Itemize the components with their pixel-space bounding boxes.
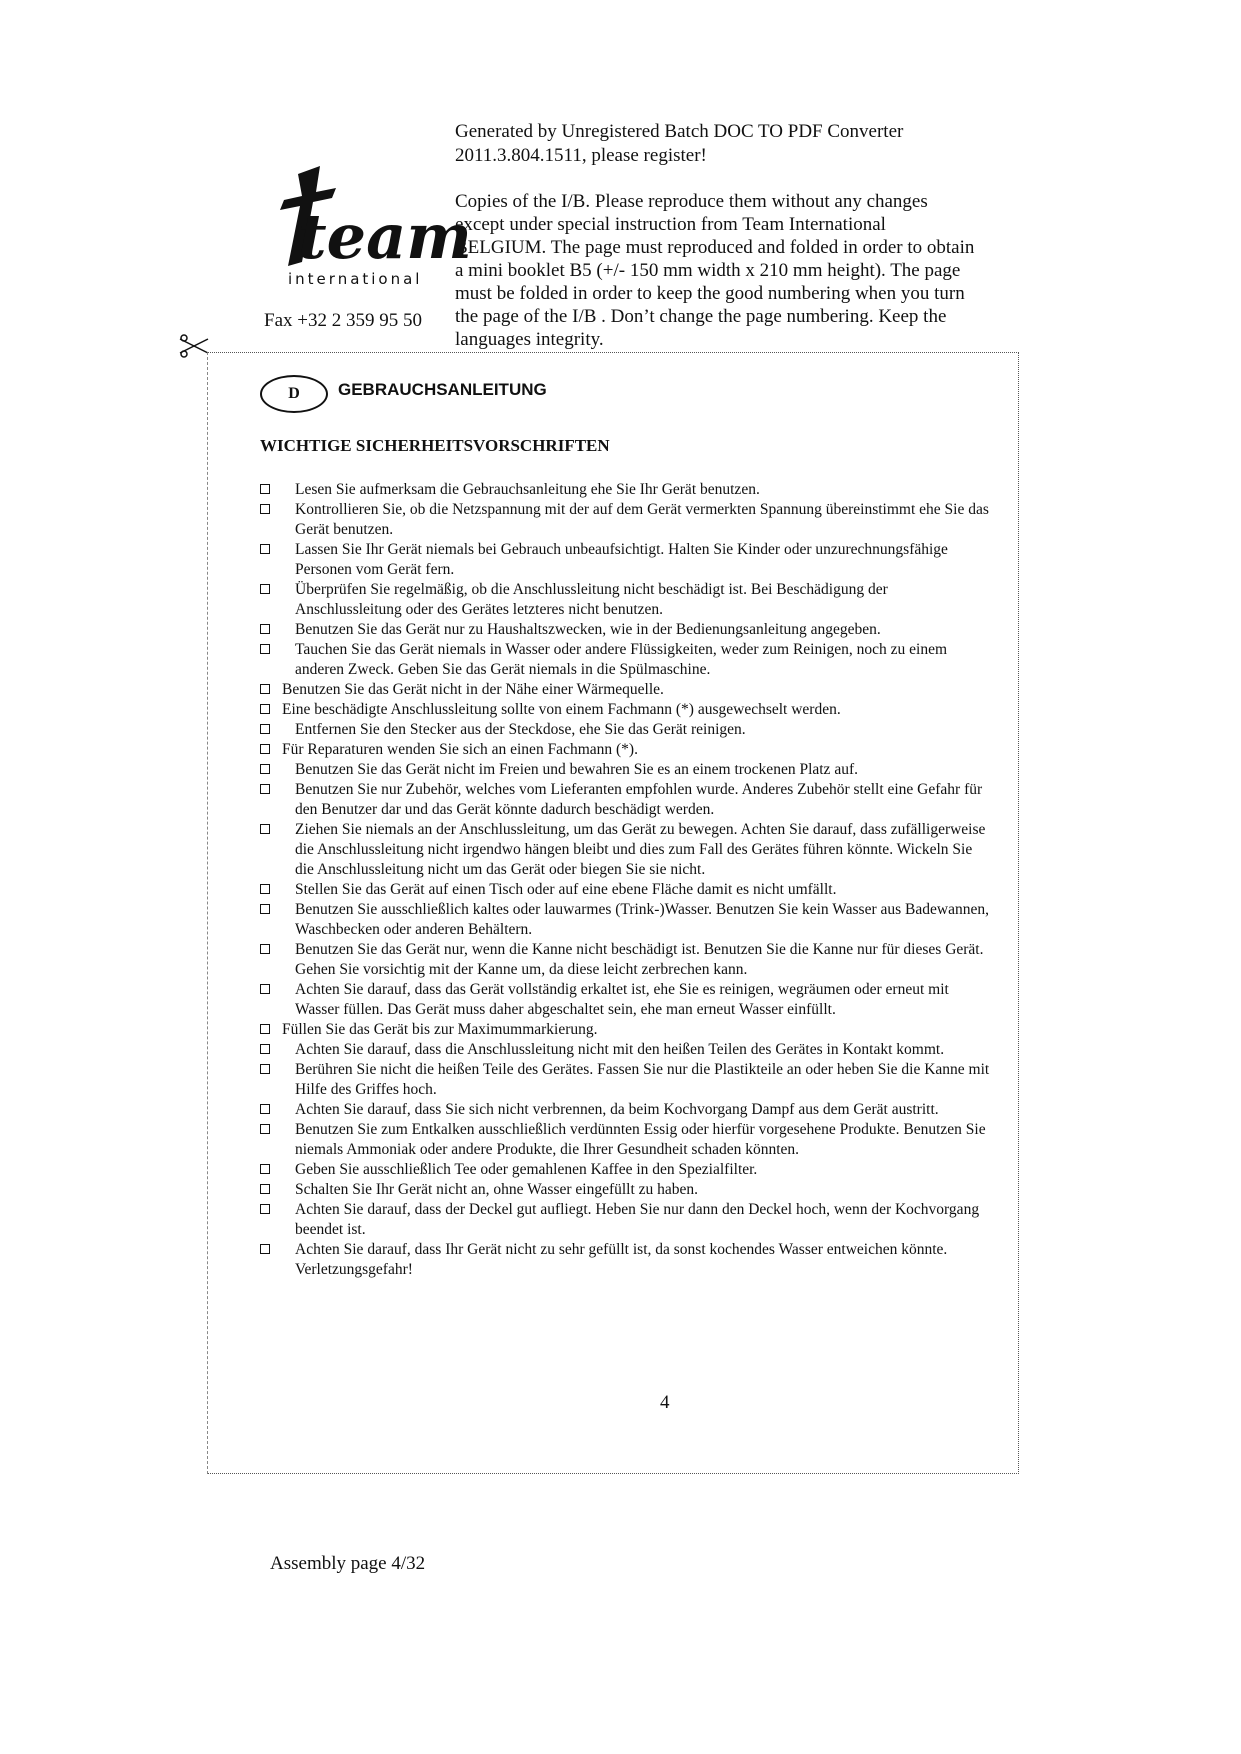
list-item: Berühren Sie nicht die heißen Teile des Gerätes. Fassen Sie nur die Plastikteile an oder heben Sie die Kanne mit Hilfe des Griffes hoch. <box>260 1060 990 1100</box>
checkbox-icon <box>260 1044 270 1054</box>
list-item: Benutzen Sie das Gerät nicht in der Nähe einer Wärmequelle. <box>260 680 990 700</box>
list-item: Achten Sie darauf, dass der Deckel gut aufliegt. Heben Sie nur dann den Deckel hoch, wenn der Kochvorgang beendet ist. <box>260 1200 990 1240</box>
checkbox-icon <box>260 1104 270 1114</box>
checkbox-icon <box>260 704 270 714</box>
list-item: Achten Sie darauf, dass Ihr Gerät nicht zu sehr gefüllt ist, da sonst kochendes Wasser entweichen könnte. Verletzungsgefahr! <box>260 1240 990 1280</box>
checkbox-icon <box>260 544 270 554</box>
list-item: Tauchen Sie das Gerät niemals in Wasser oder andere Flüssigkeiten, weder zum Reinigen, noch zu einem anderen Zweck. Geben Sie das Gerät niemals in die Spülmaschine. <box>260 640 990 680</box>
list-item: Überprüfen Sie regelmäßig, ob die Anschlussleitung nicht beschädigt ist. Bei Beschädigung der Anschlussleitung oder des Gerätes letzteres nicht benutzen. <box>260 580 990 620</box>
list-item: Achten Sie darauf, dass Sie sich nicht verbrennen, da beim Kochvorgang Dampf aus dem Gerät austritt. <box>260 1100 990 1120</box>
safety-instructions-list <box>260 480 990 1280</box>
checkbox-icon <box>260 744 270 754</box>
checkbox-icon <box>260 984 270 994</box>
list-item: Eine beschädigte Anschlussleitung sollte von einem Fachmann (*) ausgewechselt werden. <box>260 700 990 720</box>
checkbox-icon <box>260 1184 270 1194</box>
section-title: GEBRAUCHSANLEITUNG <box>338 380 547 399</box>
checkbox-icon <box>260 1204 270 1214</box>
list-item: Für Reparaturen wenden Sie sich an einen Fachmann (*). <box>260 740 990 760</box>
scissors-icon <box>178 333 210 359</box>
logo-subword: international <box>288 270 423 288</box>
checkbox-icon <box>260 624 270 634</box>
list-item: Achten Sie darauf, dass das Gerät vollständig erkaltet ist, ehe Sie es reinigen, wegräumen oder erneut mit Wasser füllen. Das Gerät muss daher abgeschaltet sein, ehe man erneut Wasser einfüllt. <box>260 980 990 1020</box>
checkbox-icon <box>260 684 270 694</box>
list-item: Lesen Sie aufmerksam die Gebrauchsanleitung ehe Sie Ihr Gerät benutzen. <box>260 480 990 500</box>
logo-word: team <box>298 200 472 273</box>
language-badge: D <box>260 375 328 413</box>
list-item: Benutzen Sie das Gerät nur, wenn die Kanne nicht beschädigt ist. Benutzen Sie die Kanne nur für dieses Gerät. Gehen Sie vorsichtig mit der Kanne um, da diese leicht zerbrechen kann. <box>260 940 990 980</box>
list-item: Lassen Sie Ihr Gerät niemals bei Gebrauch unbeaufsichtigt. Halten Sie Kinder oder unzurechnungsfähige Personen vom Gerät fern. <box>260 540 990 580</box>
list-item: Ziehen Sie niemals an der Anschlussleitung, um das Gerät zu bewegen. Achten Sie darauf, dass zufälligerweise die Anschlussleitung nicht irgendwo hängen bleibt und dies zum Fall des Gerätes führen könnte. Wickeln Sie die Anschlussleitung nicht um das Gerät oder biegen Sie sie nicht. <box>260 820 990 880</box>
list-item: Benutzen Sie zum Entkalken ausschließlich verdünnten Essig oder hierfür vorgesehene Produkte. Benutzen Sie niemals Ammoniak oder andere Produkte, die Ihrer Gesundheit schaden könnten. <box>260 1120 990 1160</box>
fax-number: Fax +32 2 359 95 50 <box>264 310 422 331</box>
checkbox-icon <box>260 584 270 594</box>
checkbox-icon <box>260 1164 270 1174</box>
checkbox-icon <box>260 764 270 774</box>
list-item: Geben Sie ausschließlich Tee oder gemahlenen Kaffee in den Spezialfilter. <box>260 1160 990 1180</box>
list-item: Schalten Sie Ihr Gerät nicht an, ohne Wasser eingefüllt zu haben. <box>260 1180 990 1200</box>
team-international-logo <box>258 162 472 292</box>
checkbox-icon <box>260 824 270 834</box>
checkbox-icon <box>260 1064 270 1074</box>
safety-subtitle: WICHTIGE SICHERHEITSVORSCHRIFTEN <box>260 436 610 455</box>
list-item: Benutzen Sie das Gerät nur zu Haushaltszwecken, wie in der Bedienungsanleitung angegeben. <box>260 620 990 640</box>
checkbox-icon <box>260 1244 270 1254</box>
list-item: Benutzen Sie nur Zubehör, welches vom Lieferanten empfohlen wurde. Anderes Zubehör stellt eine Gefahr für den Benutzer dar und das Gerät könnte dadurch beschädigt werden. <box>260 780 990 820</box>
assembly-page-label: Assembly page 4/32 <box>270 1553 426 1574</box>
list-item: Stellen Sie das Gerät auf einen Tisch oder auf eine ebene Fläche damit es nicht umfällt. <box>260 880 990 900</box>
page-number: 4 <box>660 1392 670 1413</box>
checkbox-icon <box>260 504 270 514</box>
checkbox-icon <box>260 784 270 794</box>
checkbox-icon <box>260 884 270 894</box>
checkbox-icon <box>260 1124 270 1134</box>
checkbox-icon <box>260 724 270 734</box>
list-item: Benutzen Sie das Gerät nicht im Freien und bewahren Sie es an einem trockenen Platz auf. <box>260 760 990 780</box>
list-item: Kontrollieren Sie, ob die Netzspannung mit der auf dem Gerät vermerkten Spannung übereinstimmt ehe Sie das Gerät benutzen. <box>260 500 990 540</box>
converter-notice: Generated by Unregistered Batch DOC TO PDF Converter 2011.3.804.1511, please register! <box>455 121 904 166</box>
checkbox-icon <box>260 904 270 914</box>
list-item: Füllen Sie das Gerät bis zur Maximummarkierung. <box>260 1020 990 1040</box>
checkbox-icon <box>260 1024 270 1034</box>
list-item: Entfernen Sie den Stecker aus der Steckdose, ehe Sie das Gerät reinigen. <box>260 720 990 740</box>
list-item: Achten Sie darauf, dass die Anschlussleitung nicht mit den heißen Teilen des Gerätes in Kontakt kommt. <box>260 1040 990 1060</box>
checkbox-icon <box>260 644 270 654</box>
copies-notice: Copies of the I/B. Please reproduce them without any changes except under special instruction from Team International BELGIUM. The page must reproduced and folded in order to obtain a mini booklet B5 (+/- 150 mm width x 210 mm height). The page must be folded in order to keep the good numbering when you turn the page of the I/B . Don’t change the page numbering. Keep the languages integrity. <box>455 191 975 350</box>
checkbox-icon <box>260 944 270 954</box>
checkbox-icon <box>260 484 270 494</box>
list-item: Benutzen Sie ausschließlich kaltes oder lauwarmes (Trink-)Wasser. Benutzen Sie kein Wasser aus Badewannen, Waschbecken oder anderen Behältern. <box>260 900 990 940</box>
